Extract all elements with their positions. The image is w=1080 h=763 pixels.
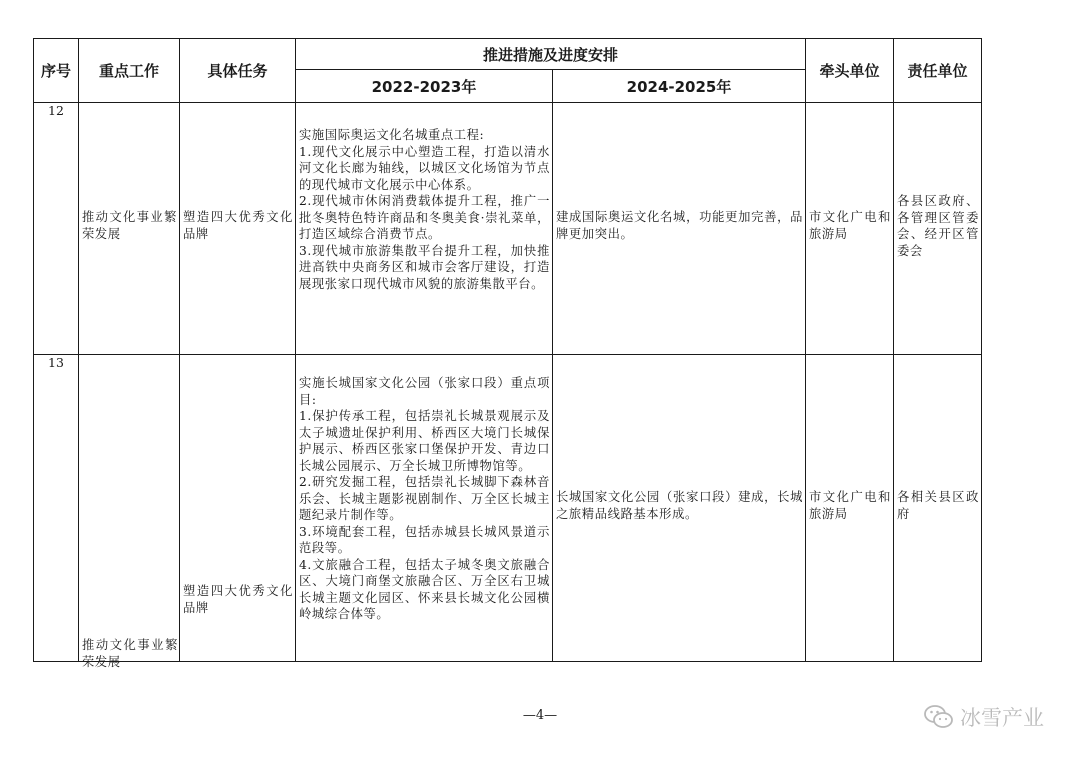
header-task: 具体任务 [180,39,296,103]
row-lead-unit: 市文化广电和旅游局 [809,210,892,241]
row-key-work: 推动文化事业繁荣发展 [82,210,177,241]
wechat-icon [924,704,954,730]
table-row [34,103,982,355]
header-row [34,39,982,70]
header-lead-unit: 牵头单位 [806,39,894,103]
header-measures: 推进措施及进度安排 [296,39,806,70]
row-lead-unit: 市文化广电和旅游局 [809,490,892,521]
header-key-work: 重点工作 [79,39,180,103]
row-resp-unit: 各县区政府、各管理区管委会、经开区管委会 [897,194,980,258]
row-seq: 12 [34,103,79,355]
row-measures-2024-2025: 建成国际奥运文化名城，功能更加完善，品牌更加突出。 [556,210,804,241]
plan-table [33,38,982,669]
header-resp-unit: 责任单位 [894,39,982,103]
row-measures-2024-2025: 长城国家文化公园（张家口段）建成，长城之旅精品线路基本形成。 [556,490,804,521]
table-row [34,355,982,662]
row-seq: 13 [34,355,79,662]
row-task: 塑造四大优秀文化品牌 [183,584,293,615]
watermark-text: 冰雪产业 [960,706,1044,730]
row-task: 塑造四大优秀文化品牌 [183,210,293,241]
row-resp-unit: 各相关县区政府 [897,490,980,521]
page-number: —4— [522,708,558,723]
watermark [924,702,1044,732]
header-seq: 序号 [34,39,79,103]
header-period-2024-2025: 2024-2025年 [553,70,806,103]
header-period-2022-2023: 2022-2023年 [296,70,553,103]
row-measures-2022-2023: 实施国际奥运文化名城重点工程: 1.现代文化展示中心塑造工程，打造以清水河文化长廊为轴线，以城区文化场馆为节点的现代城市文化展示中心体系。 2.现代城市休闲消费载体提升工程，推广一批冬奥特色特许商品和冬奥美食·崇礼菜单，打造区域综合消费节点。 3.现代城市旅游集散平台提升工程，加快推进高铁中央商务区和城市会客厅建设，打造展现张家口现代城市风貌的旅游集散平台。 [299,128,550,291]
row-measures-2022-2023: 实施长城国家文化公园（张家口段）重点项目: 1.保护传承工程，包括崇礼长城景观展示及太子城遗址保护利用、桥西区大境门长城保护展示、桥西区张家口堡保护开发、青边口长城公园展示、万全长城卫所博物馆等。 2.研究发掘工程，包括崇礼长城脚下森林音乐会、长城主题影视剧制作、万全区长城主题纪录片制作等。 3.环境配套工程，包括赤城县长城风景道示范段等。 4.文旅融合工程，包括太子城冬奥文旅融合区、大境门商堡文旅融合区、万全区右卫城长城主题文化园区、怀来县长城文化公园横岭城综合体等。 [299,376,550,621]
row-key-work: 推动文化事业繁荣发展 [82,638,178,669]
